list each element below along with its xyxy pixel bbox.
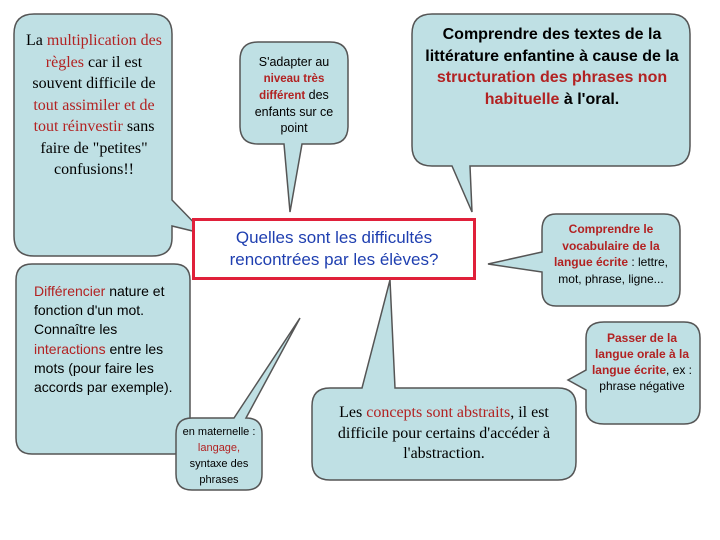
center-question-box — [192, 218, 476, 280]
top-left-text: La multiplication des règles car il est souvent difficile de tout assimiler et de tout réinvestir sans faire de "petites" confusions!! — [26, 32, 162, 178]
top-right-text: Comprendre des textes de la littérature enfantine à cause de la structuration des phrases non habituelle à l'oral. — [425, 26, 679, 108]
left-mid-text: Différencier nature et fonction d'un mot. Connaître les interactions entre les mots (pour faire les accords par exemple). — [34, 283, 173, 396]
right-upper-text: Comprendre le vocabulaire de la langue écrite : lettre, mot, phrase, ligne... — [553, 222, 669, 286]
small-bottom-text: en maternelle : langage, syntaxe des phrases — [182, 426, 256, 486]
small-top-text: S'adapter au niveau très différent des enfants sur ce point — [254, 55, 334, 135]
right-lower-text: Passer de la langue orale à la langue écrite, ex : phrase négative — [591, 331, 693, 393]
bottom-center-text: Les concepts sont abstraits, il est difficile pour certains d'accéder à l'abstraction. — [337, 404, 551, 462]
center-question: Quelles sont les difficultés rencontrées par les élèves? — [229, 228, 439, 269]
